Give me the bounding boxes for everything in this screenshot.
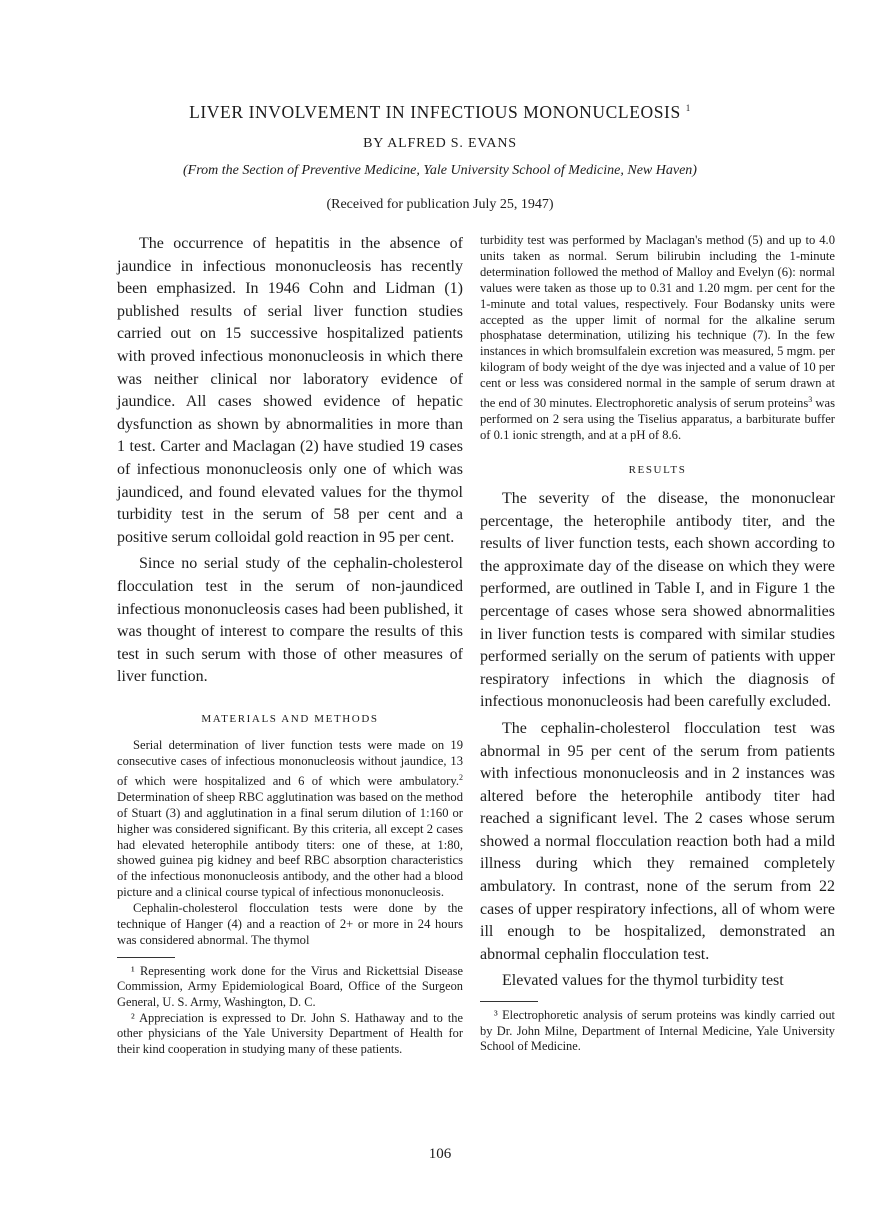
right-column <box>480 233 835 1055</box>
footnote-divider <box>117 957 175 958</box>
methods-paragraph-2: Cephalin-cholesterol flocculation tests were done by the technique of Hanger (4) and a reaction of 2+ or more in 24 hours was considered abnormal. The thymol <box>117 901 463 947</box>
results-heading: RESULTS <box>628 463 687 476</box>
footnote-mark-2: 2 <box>459 772 463 782</box>
footnote-2: ² Appreciation is expressed to Dr. John S. Hathaway and to the other physicians of the Yale University Department of Health for their kind cooperation in studying many of these patients. <box>117 1010 463 1056</box>
results-paragraph-1: The severity of the disease, the mononuclear percentage, the heterophile antibody titer, and the results of liver function tests, each shown according to the approximate day of the disease on which they were performed, are outlined in Table I, and in Figure 1 the percentage of cases whose sera showed abnormalities in liver function tests is compared with similar studies performed serially on the serum of patients with upper respiratory infections in which the diagnosis of infectious mononucleosis had been carefully excluded. <box>480 489 835 711</box>
footnote-1: ¹ Representing work done for the Virus and Rickettsial Disease Commission, Army Epidemiological Board, Office of the Surgeon General, U. S. Army, Washington, D. C. <box>117 963 463 1010</box>
methods-paragraph-1: Serial determination of liver function tests were made on 19 consecutive cases of infectious mononucleosis without jaundice, 13 of which were hospitalized and 6 of which were ambulatory.$^2$ Determination of sheep RBC agglutination was based on the method of Stuart (3) and agglutination in a final serum dilution of 1:160 or higher was considered significant. By this criteria, all except 2 cases had elevated heterophile antibody titers: one of these, at 1:80, showed guinea pig kidney and beef RBC absorption characteristics of the infectious mononucleosis antibody, and the other had a blood picture and a clinical course typical of infectious mononucleosis. <box>117 737 463 900</box>
page-number: 106 <box>428 1146 452 1162</box>
author-byline: BY ALFRED S. EVANS <box>363 136 517 151</box>
results-paragraph-2: The cephalin-cholesterol flocculation test was abnormal in 95 per cent of the serum from patients with infectious mononucleosis and in 2 instances was altered before the heterophile antibody titer had reached a significant level. The 2 cases whose serum showed a normal flocculation reaction both had a mild illness during which they remained completely ambulatory. In contrast, none of the serum from 22 cases of upper respiratory infections, all of whom were ill enough to be hospitalized, demonstrated an abnormal cephalin flocculation test. <box>480 719 835 963</box>
methods-continued: turbidity test was performed by Maclagan's method (5) and up to 4.0 units taken as normal. Serum bilirubin including the 1-minute determination followed the method of Malloy and Evelyn (6): normal values were taken as those up to 0.31 and 1.20 mgm. per cent for the 1-minute and total values, respectively. Four Bodansky units were accepted as the upper limit of normal for the alkaline serum phosphatase determination, utilizing his technique (7). In the few instances in which bromsulfalein excretion was measured, 5 mgm. per kilogram of body weight of the dye was injected and a value of 10 per cent or less was considered normal in the sample of serum drawn at the end of 30 minutes. Electrophoretic analysis of serum proteins$^3$ was performed on 2 sera using the Tiselius apparatus, a barbiturate buffer of 0.1 ionic strength, and at a pH of 8.6. <box>480 233 836 443</box>
article-title: LIVER INVOLVEMENT IN INFECTIOUS MONONUCLEOSIS $^1$ <box>189 102 691 122</box>
author-affiliation: (From the Section of Preventive Medicine, Yale University School of Medicine, New Haven) <box>183 163 697 178</box>
intro-paragraph-2: Since no serial study of the cephalin-cholesterol flocculation test in the serum of non-jaundiced infectious mononucleosis cases had been published, it was thought of interest to compare the results of this test in such serum with those of other measures of liver function. <box>117 555 463 686</box>
results-paragraph-3: Elevated values for the thymol turbidity test <box>502 972 784 990</box>
footnote-mark-3: 3 <box>808 395 813 405</box>
received-date: (Received for publication July 25, 1947) <box>326 197 554 212</box>
footnote-divider-right <box>480 1001 538 1002</box>
methods-heading: MATERIALS AND METHODS <box>201 712 379 725</box>
title-footnote-mark: 1 <box>685 103 691 114</box>
left-column <box>117 233 463 1057</box>
footnote-3: ³ Electrophoretic analysis of serum proteins was kindly carried out by Dr. John Milne, Department of Internal Medicine, Yale University School of Medicine. <box>480 1008 835 1054</box>
intro-paragraph-1: The occurrence of hepatitis in the absence of jaundice in infectious mononucleosis has recently been emphasized. In 1946 Cohn and Lidman (1) published results of serial liver function studies carried out on 15 successive hospitalized patients with proved infectious mononucleosis in which there was neither clinical nor laboratory evidence of jaundice. All cases showed evidence of hepatic dysfunction as shown by abnormalities in more than 1 test. Carter and Maclagan (2) have studied 19 cases of infectious mononucleosis only one of which was jaundiced, and found elevated values for the thymol turbidity test in the serum of 58 per cent and a positive serum colloidal gold reaction in 95 per cent. <box>117 235 463 546</box>
